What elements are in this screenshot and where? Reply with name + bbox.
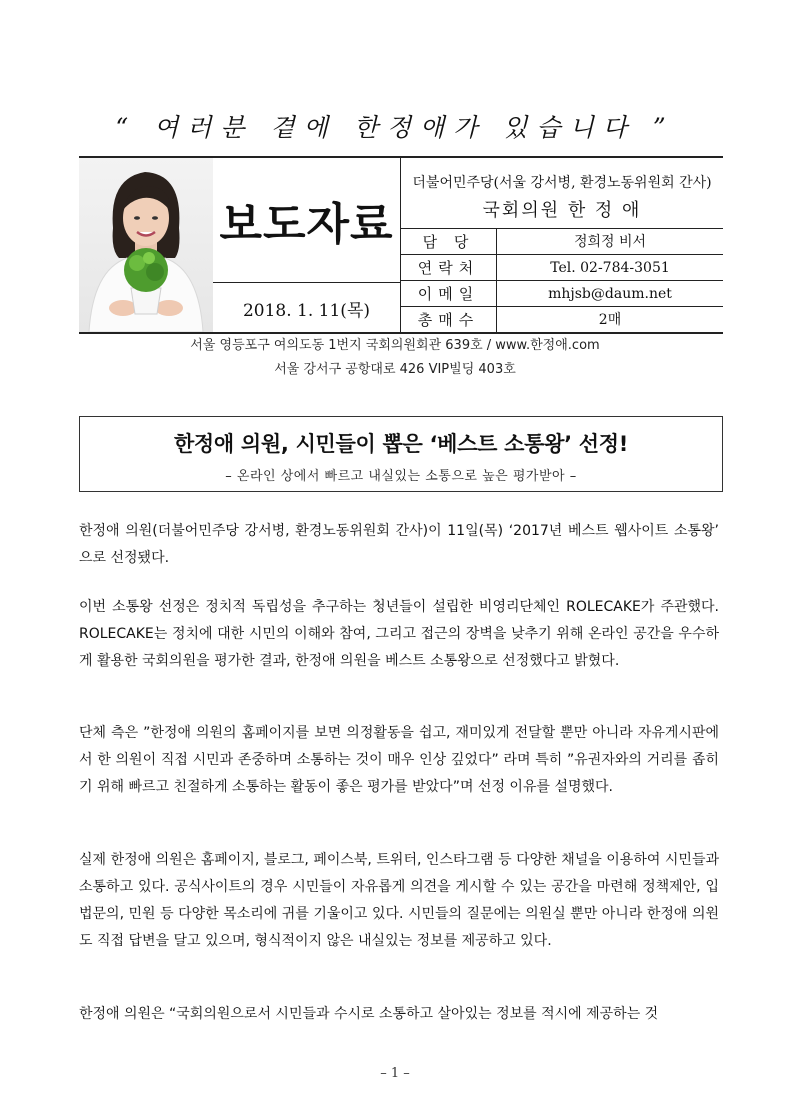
body-paragraph: 한정애 의원(더불어민주당 강서병, 환경노동위원회 간사)이 11일(목) ‘2017년 베스트 웹사이트 소통왕’ 으로 선정됐다. [79,523,719,566]
party-affiliation: 더불어민주당(서울 강서병, 환경노동위원회 간사) [412,175,712,191]
contact-info-table [401,228,723,332]
body-paragraph: 실제 한정애 의원은 홈페이지, 블로그, 페이스북, 트위터, 인스타그램 등 다양한 채널을 이용하여 시민들과 소통하고 있다. 공식사이트의 경우 시민들이 자유롭게 의견을 게시할 수 있는 공간을 마련해 정책제안, 입법문의, 민원 등 다양한 목소리에 귀를 기울이고 있다. 시민들의 질문에는 의원실 뿐만 아니라 한정애 의원도 직접 답변을 달고 있으며, 형식적이지 않은 내실있는 정보를 제공하고 있다. [79,852,719,949]
contact-value: 2매 [598,312,622,328]
body-paragraph: 한정애 의원은 “국회의원으로서 시민들과 수시로 소통하고 살아있는 정보를 적시에 제공하는 것 [79,1006,659,1022]
body-paragraph: 단체 측은 ”한정애 의원의 홈페이지를 보면 의정활동을 쉽고, 재미있게 전달할 뿐만 아니라 자유게시판에서 한 의원이 직접 시민과 존중하며 소통하는 것이 매우 인상 깊었다” 라며 특히 ”유권자와의 거리를 좁히기 위해 빠르고 친절하게 소통하는 활동이 좋은 평가를 받았다”며 선정 이유를 설명했다. [79,725,719,795]
address-line-1: 서울 영등포구 여의도동 1번지 국회의원회관 639호 / www.한정애.com [190,338,600,353]
contact-value: Tel. 02-784-3051 [550,260,670,276]
contact-value: mhjsb@daum.net [548,286,672,302]
headline: 한정애 의원, 시민들이 뽑은 ‘베스트 소통왕’ 선정! [173,432,629,456]
contact-row-email [401,280,723,307]
member-photo [79,158,213,332]
contact-label: 연락처 [401,255,497,281]
address-line-2: 서울 강서구 공항대로 426 VIP빌딩 403호 [274,362,516,377]
press-header-table [79,156,723,334]
page-number: – 1 – [380,1066,410,1081]
slogan: “ 여러분 곁에 한정애가 있습니다 ” [115,113,675,142]
contact-label: 총매수 [401,307,497,333]
headline-box [79,416,723,492]
member-affiliation [401,158,723,228]
contact-label: 이메일 [401,281,497,307]
member-name: 국회의원 한 정 애 [482,200,642,221]
portrait-illustration [79,158,213,332]
contact-row-manager [401,228,723,255]
contact-row-pages [401,306,723,333]
document-title: 보도자료 [219,199,394,250]
release-date: 2018. 1. 11(목) [213,282,400,333]
contact-value: 정희정 비서 [573,234,647,250]
body-paragraph: 이번 소통왕 선정은 정치적 독립성을 추구하는 청년들이 설립한 비영리단체인 ROLECAKE가 주관했다. ROLECAKE는 정치에 대한 시민의 이해와 참여, 그리고 접근의 장벽을 낮추기 위해 온라인 공간을 우수하게 활용한 국회의원을 평가한 결과, 한정애 의원을 베스트 소통왕으로 선정했다고 밝혔다. [79,599,719,669]
subheadline: – 온라인 상에서 빠르고 내실있는 소통으로 높은 평가받아 – [225,469,577,484]
contact-row-phone [401,254,723,281]
contact-label: 담 당 [401,229,497,255]
